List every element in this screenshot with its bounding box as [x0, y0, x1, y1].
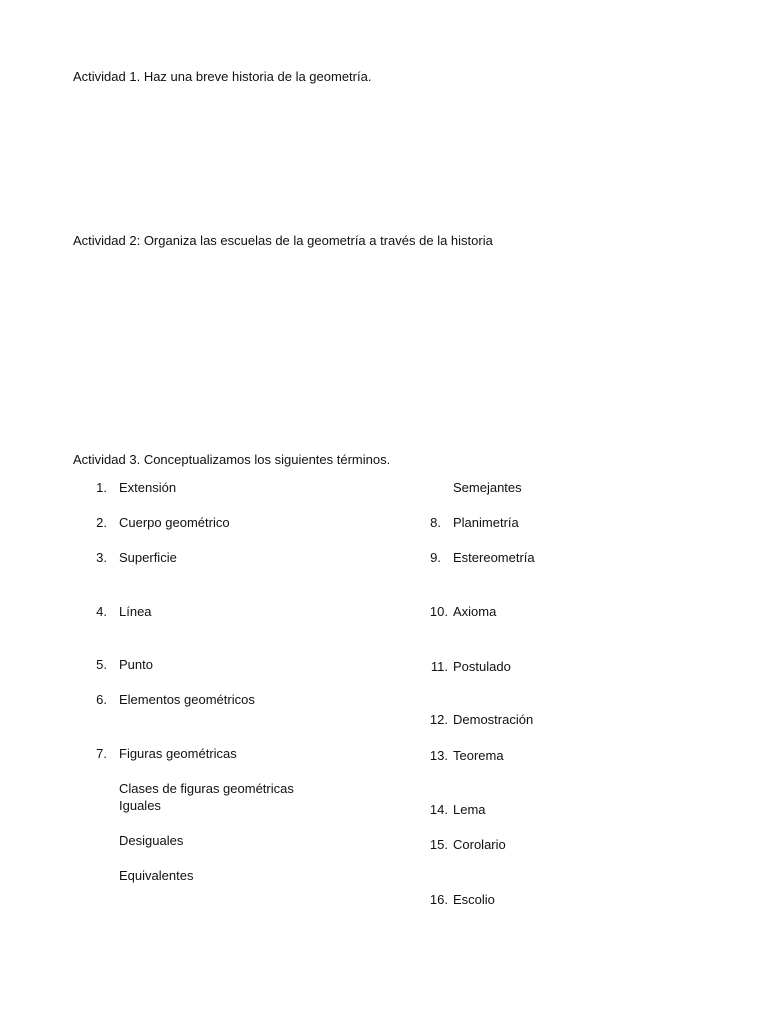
list-item-label: Cuerpo geométrico	[119, 515, 230, 530]
list-item-label: Estereometría	[453, 550, 535, 565]
list-item-number: 5.	[96, 657, 107, 672]
list-item-label: Teorema	[453, 748, 504, 763]
list-item-label: Figuras geométricas	[119, 746, 237, 761]
list-item-number: 10.	[429, 604, 448, 619]
list-item-number: 6.	[96, 692, 107, 707]
list-item-number: 3.	[96, 550, 107, 565]
subitem-desiguales: Desiguales	[119, 833, 184, 848]
subitem-iguales: Iguales	[119, 798, 161, 813]
list-item-number: 11.	[430, 659, 448, 674]
list-item-label: Extensión	[119, 480, 177, 495]
list-item-label: Punto	[119, 657, 153, 672]
list-item-label: Elementos geométricos	[119, 692, 255, 707]
list-item-number: 14.	[429, 802, 448, 817]
activity-3-heading: Actividad 3. Conceptualizamos los siguientes términos.	[73, 452, 391, 467]
list-item-number: 16.	[429, 892, 448, 907]
list-item-label: Escolio	[453, 892, 495, 907]
list-item-label: Demostración	[453, 712, 534, 727]
list-item-number: 8.	[430, 515, 441, 530]
subitem-clases: Clases de figuras geométricas	[119, 781, 294, 796]
list-item-label: Planimetría	[453, 515, 519, 530]
list-item-number: 1.	[96, 480, 107, 495]
activity-2-heading: Actividad 2: Organiza las escuelas de la geometría a través de la historia	[73, 233, 493, 248]
list-item-number: 2.	[96, 515, 107, 530]
list-item-number: 13.	[429, 748, 448, 763]
subitem-semejantes: Semejantes	[453, 480, 522, 495]
list-item-label: Lema	[453, 802, 486, 817]
list-item-number: 15.	[429, 837, 448, 852]
list-item-label: Corolario	[453, 837, 506, 852]
list-item-number: 12.	[429, 712, 448, 727]
list-item-number: 4.	[96, 604, 107, 619]
list-item-number: 9.	[430, 550, 441, 565]
subitem-equivalentes: Equivalentes	[119, 868, 194, 883]
list-item-label: Postulado	[453, 659, 511, 674]
activity-1-heading: Actividad 1. Haz una breve historia de la geometría.	[73, 69, 372, 84]
list-item-number: 7.	[96, 746, 107, 761]
list-item-label: Superficie	[119, 550, 177, 565]
list-item-label: Línea	[119, 604, 152, 619]
list-item-label: Axioma	[453, 604, 497, 619]
